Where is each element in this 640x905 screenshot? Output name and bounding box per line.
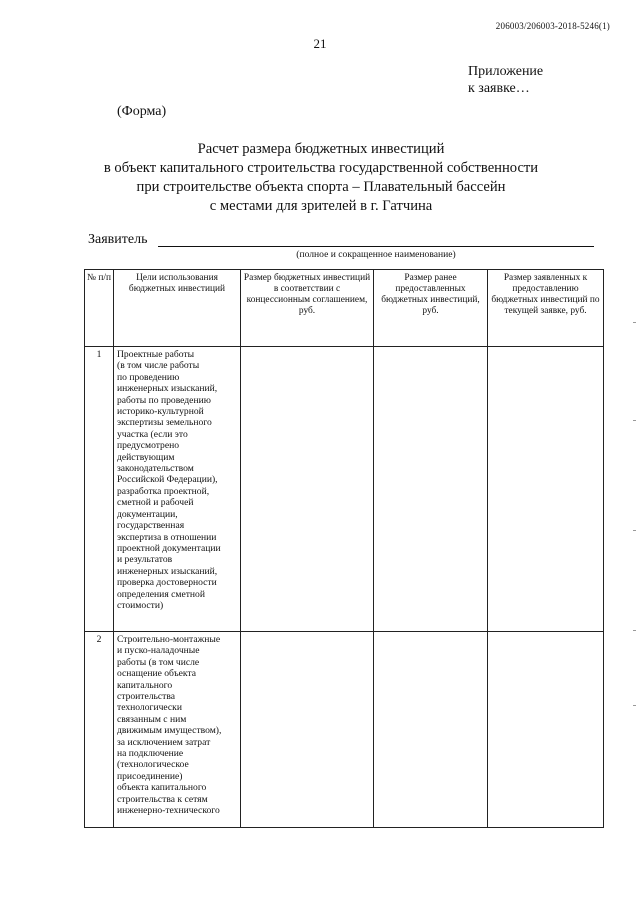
row-purpose	[114, 347, 241, 632]
purpose-line: и пуско-наладочные	[117, 645, 200, 657]
row-previous-amount[interactable]	[374, 347, 488, 632]
applicant-label: Заявитель	[88, 232, 148, 247]
purpose-line: (в том числе работы	[117, 360, 200, 372]
scan-edge-mark	[633, 630, 636, 631]
purpose-line: работы по проведению	[117, 394, 211, 406]
col-header-purpose-text: Цели использования бюджетных инвестиций	[128, 273, 226, 294]
table-header-row	[85, 270, 604, 347]
purpose-line: проектной документации	[117, 542, 221, 554]
purpose-line: документации,	[117, 508, 178, 520]
purpose-line: присоединение)	[117, 770, 183, 782]
col-header-previous-amount	[374, 270, 488, 347]
appendix-note	[468, 63, 543, 97]
row-requested-amount[interactable]	[488, 632, 604, 828]
scan-edge-mark	[633, 530, 636, 531]
scan-edge-mark	[633, 322, 636, 323]
scan-edge-marks	[633, 300, 636, 720]
purpose-line: Проектные работы	[117, 349, 195, 360]
investment-table	[84, 269, 604, 828]
purpose-line: работы (в том числе	[117, 656, 200, 668]
title-line: с местами для зрителей в г. Гатчина	[209, 198, 433, 214]
purpose-line: Строительно-монтажные	[117, 634, 221, 645]
applicant-field-hint: (полное и сокращенное наименование)	[296, 249, 456, 260]
table-row	[85, 632, 604, 828]
purpose-line: инженерных изысканий,	[117, 383, 218, 395]
purpose-line: историко-культурной	[117, 406, 204, 418]
title-line: Расчет размера бюджетных инвестиций	[197, 141, 445, 157]
purpose-line: сметной и рабочей	[117, 497, 194, 509]
purpose-line: законодательством	[117, 463, 194, 475]
title-line: при строительстве объекта спорта – Плавательный бассейн	[136, 179, 506, 195]
purpose-line: государственная	[117, 520, 185, 532]
row-concession-amount[interactable]	[241, 632, 374, 828]
purpose-line: строительства к сетям	[117, 793, 208, 805]
col-header-number	[85, 270, 114, 347]
purpose-line: экспертиза в отношении	[117, 531, 217, 543]
table-row	[85, 347, 604, 632]
purpose-line: инженерно-технического	[117, 805, 220, 817]
col-header-requested-amount-text: Размер заявленных к предоставлению бюджетных инвестиций по текущей заявке, руб.	[491, 273, 600, 316]
row-purpose	[114, 632, 241, 828]
col-header-concession-amount	[241, 270, 374, 347]
purpose-line: стоимости)	[117, 599, 164, 611]
row-number: 1	[85, 347, 114, 632]
row-concession-amount[interactable]	[241, 347, 374, 632]
col-header-purpose	[114, 270, 241, 347]
purpose-line: участка (если это	[117, 428, 188, 440]
scan-edge-mark	[633, 705, 636, 706]
purpose-line: объекта капитального	[117, 782, 207, 794]
row-number: 2	[85, 632, 114, 828]
purpose-line: предусмотрено	[117, 440, 180, 452]
col-header-number-text: № п/п	[87, 273, 111, 283]
purpose-line: технологически	[117, 702, 182, 714]
purpose-line: (технологическое	[117, 759, 189, 771]
purpose-line: за исключением затрат	[117, 736, 211, 748]
col-header-requested-amount	[488, 270, 604, 347]
col-header-previous-amount-text: Размер ранее предоставленных бюджетных инвестиций, руб.	[381, 273, 480, 316]
title-line: в объект капитального строительства государственной собственности	[103, 160, 539, 176]
col-header-concession-amount-text: Размер бюджетных инвестиций в соответствии с концессионным соглашением, руб.	[243, 273, 371, 316]
purpose-line: проверка достоверности	[117, 577, 217, 589]
purpose-line: инженерных изысканий,	[117, 565, 218, 577]
form-label: (Форма)	[117, 104, 167, 119]
purpose-line: по проведению	[117, 371, 180, 383]
purpose-line: оснащение объекта	[117, 668, 197, 680]
purpose-line: действующим	[117, 451, 175, 463]
page-number: 21	[313, 36, 327, 51]
purpose-line: капитального	[117, 679, 173, 691]
document-number: 206003/206003-2018-5246(1)	[495, 21, 610, 31]
document-title	[40, 140, 602, 216]
applicant-field[interactable]	[158, 246, 594, 247]
purpose-line: и результатов	[117, 554, 173, 566]
row-previous-amount[interactable]	[374, 632, 488, 828]
row-requested-amount[interactable]	[488, 347, 604, 632]
purpose-line: разработка проектной,	[117, 485, 210, 497]
appendix-line-1: Приложение	[468, 64, 544, 79]
purpose-line: определения сметной	[117, 588, 205, 600]
scan-edge-mark	[633, 420, 636, 421]
purpose-line: на подключение	[117, 748, 184, 760]
appendix-line-2: к заявке…	[468, 81, 530, 96]
purpose-line: строительства	[117, 691, 176, 703]
purpose-line: Российской Федерации),	[117, 474, 218, 486]
purpose-line: экспертизы земельного	[117, 417, 212, 429]
purpose-line: связанным с ним	[117, 713, 187, 725]
purpose-line: движимым имуществом),	[117, 725, 222, 737]
